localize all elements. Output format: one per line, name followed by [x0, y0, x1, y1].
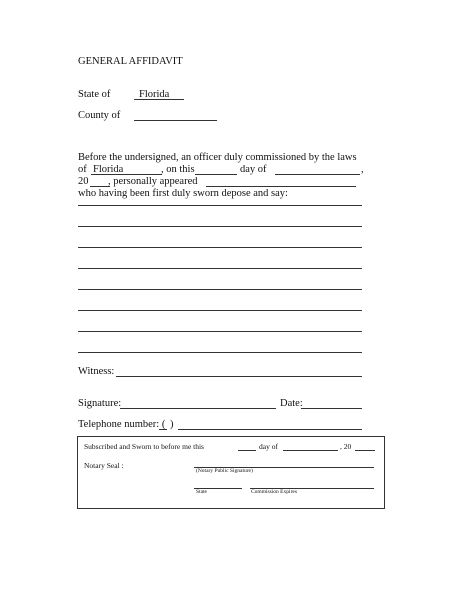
state-value: Florida — [139, 89, 170, 100]
intro-year-field[interactable] — [90, 186, 110, 187]
witness-field[interactable] — [116, 376, 362, 377]
witness-label: Witness: — [78, 366, 115, 377]
notary-year-prefix: , 20 — [340, 442, 352, 451]
intro-line-4: who having been first duly sworn depose and say: — [78, 188, 288, 199]
intro-month-field[interactable] — [275, 174, 360, 175]
notary-subscribed-text: Subscribed and Sworn to before me this — [84, 442, 204, 451]
intro-day-of: day of — [240, 164, 267, 175]
area-code-field[interactable] — [159, 429, 167, 430]
telephone-label: Telephone number: ( — [78, 419, 166, 430]
statement-line[interactable] — [78, 310, 362, 311]
statement-line[interactable] — [78, 289, 362, 290]
statement-line[interactable] — [78, 268, 362, 269]
intro-year-prefix: 20 — [78, 176, 89, 187]
intro-personally-appeared: , personally appeared — [108, 176, 198, 187]
state-label: State of — [78, 89, 111, 100]
notary-year-field[interactable] — [355, 450, 375, 451]
intro-of: of — [78, 164, 87, 175]
intro-comma: , — [361, 164, 364, 175]
statement-line[interactable] — [78, 352, 362, 353]
notary-day-of: day of — [259, 442, 278, 451]
signature-label: Signature: — [78, 398, 122, 409]
date-label: Date: — [280, 398, 303, 409]
statement-line[interactable] — [78, 205, 362, 206]
telephone-close-paren: ) — [170, 419, 174, 430]
notary-day-field[interactable] — [238, 450, 256, 451]
notary-seal-label: Notary Seal : — [84, 461, 124, 470]
notary-commission-caption: Commission Expires — [251, 489, 297, 495]
statement-line[interactable] — [78, 247, 362, 248]
intro-line-1: Before the undersigned, an officer duly commissioned by the laws — [78, 152, 357, 163]
document-title: GENERAL AFFIDAVIT — [78, 56, 183, 67]
intro-affiant-field[interactable] — [206, 186, 356, 187]
telephone-field[interactable] — [178, 429, 362, 430]
date-field[interactable] — [301, 408, 362, 409]
county-label: County of — [78, 110, 121, 121]
county-field[interactable] — [134, 120, 217, 121]
intro-on-this: , on this — [161, 164, 195, 175]
statement-line[interactable] — [78, 331, 362, 332]
notary-signature-caption: (Notary Public Signature) — [196, 468, 253, 474]
intro-state-value: Florida — [93, 164, 124, 175]
intro-day-field[interactable] — [195, 174, 237, 175]
notary-month-field[interactable] — [283, 450, 338, 451]
statement-line[interactable] — [78, 226, 362, 227]
notary-state-caption: State — [196, 489, 207, 495]
signature-field[interactable] — [120, 408, 276, 409]
